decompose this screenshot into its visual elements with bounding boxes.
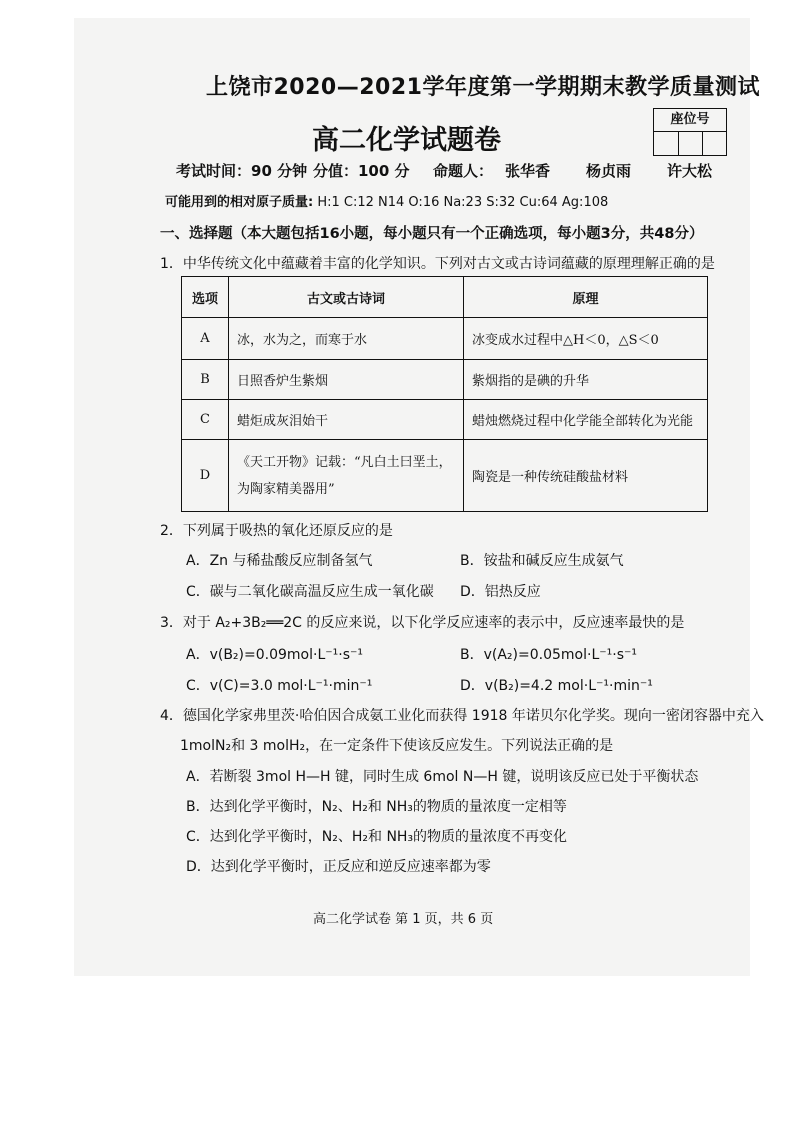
table-header-principle: 原理 (464, 277, 708, 318)
atomic-masses-values: H:1 C:12 N14 O:16 Na:23 S:32 Cu:64 Ag:108 (317, 195, 609, 210)
section-heading: 一、选择题（本大题包括16小题，每小题只有一个正确选项，每小题3分，共48分） (160, 226, 704, 242)
atomic-masses-label: 可能用到的相对原子质量: (165, 195, 314, 210)
authors-label: 命题人： (433, 162, 494, 180)
table-cell-principle: 紫烟指的是碘的升华 (464, 360, 708, 400)
question-4-stem-continued: 1molN₂和 3 molH₂，在一定条件下使该反应发生。下列说法正确的是 (180, 738, 614, 754)
table-header-option: 选项 (182, 277, 229, 318)
table-cell-principle: 冰变成水过程中△H＜0，△S＜0 (464, 318, 708, 360)
seat-cell-divider (702, 132, 703, 155)
table-header-text: 古文或古诗词 (229, 277, 464, 318)
author-name: 张华香 (505, 162, 551, 180)
table-cell-principle: 陶瓷是一种传统硅酸盐材料 (464, 440, 708, 512)
table-cell-option: B (182, 360, 229, 400)
question-2-option-b: B．铵盐和碱反应生成氨气 (460, 553, 624, 569)
page-footer: 高二化学试卷 第 1 页，共 6 页 (313, 912, 494, 927)
question-4-stem: 4．德国化学家弗里茨·哈伯因合成氨工业化而获得 1918 年诺贝尔化学奖。现向一密闭容器中充入 (160, 708, 764, 724)
total-score: 分值：100 分 (313, 162, 410, 180)
question-3-option-d: D．v(B₂)=4.2 mol·L⁻¹·min⁻¹ (460, 678, 653, 694)
table-row (182, 440, 708, 512)
question-3-option-c: C．v(C)=3.0 mol·L⁻¹·min⁻¹ (186, 678, 373, 694)
atomic-masses (165, 191, 608, 210)
exam-time: 考试时间：90 分钟 (176, 162, 308, 180)
seat-number-label: 座位号 (654, 109, 726, 132)
table-header-row (182, 277, 708, 318)
question-2-option-d: D．铝热反应 (460, 584, 541, 600)
table-cell-option: A (182, 318, 229, 360)
table-cell-text: 日照香炉生紫烟 (229, 360, 464, 400)
question-2-option-c: C．碳与二氧化碳高温反应生成一氧化碳 (186, 584, 434, 600)
table-cell-text: 蜡炬成灰泪始干 (229, 400, 464, 440)
table-cell-principle: 蜡烛燃烧过程中化学能全部转化为光能 (464, 400, 708, 440)
question-3-option-b: B．v(A₂)=0.05mol·L⁻¹·s⁻¹ (460, 647, 637, 663)
author-name: 许大松 (667, 162, 713, 180)
table-cell-text: 冰，水为之，而寒于水 (229, 318, 464, 360)
table-cell-option: C (182, 400, 229, 440)
seat-cell-divider (678, 132, 679, 155)
table-cell-text: 《天工开物》记载：“凡白土曰垩土，为陶家精美器用” (229, 440, 464, 512)
question-4-option-d: D．达到化学平衡时，正反应和逆反应速率都为零 (186, 859, 491, 875)
paper-title: 高二化学试题卷 (312, 125, 501, 156)
question-4-option-a: A．若断裂 3mol H—H 键，同时生成 6mol N—H 键，说明该反应已处于平衡状态 (186, 769, 699, 785)
table-cell-option: D (182, 440, 229, 512)
table-row (182, 360, 708, 400)
author-name: 杨贞雨 (586, 162, 632, 180)
question-1-table (181, 276, 708, 512)
question-3-stem: 3．对于 A₂+3B₂══2C 的反应来说，以下化学反应速率的表示中，反应速率最快的是 (160, 615, 685, 631)
question-1-stem: 1．中华传统文化中蕴藏着丰富的化学知识。下列对古文或古诗词蕴藏的原理理解正确的是 (160, 256, 715, 272)
question-3-option-a: A．v(B₂)=0.09mol·L⁻¹·s⁻¹ (186, 647, 363, 663)
table-row (182, 318, 708, 360)
exam-title: 上饶市2020—2021学年度第一学期期末教学质量测试 (206, 75, 760, 100)
question-4-option-c: C．达到化学平衡时，N₂、H₂和 NH₃的物质的量浓度不再变化 (186, 829, 568, 845)
table-row (182, 400, 708, 440)
question-2-stem: 2．下列属于吸热的氧化还原反应的是 (160, 523, 393, 539)
seat-number-box (653, 108, 727, 156)
question-4-option-b: B．达到化学平衡时，N₂、H₂和 NH₃的物质的量浓度一定相等 (186, 799, 567, 815)
question-2-option-a: A．Zn 与稀盐酸反应制备氢气 (186, 553, 373, 569)
